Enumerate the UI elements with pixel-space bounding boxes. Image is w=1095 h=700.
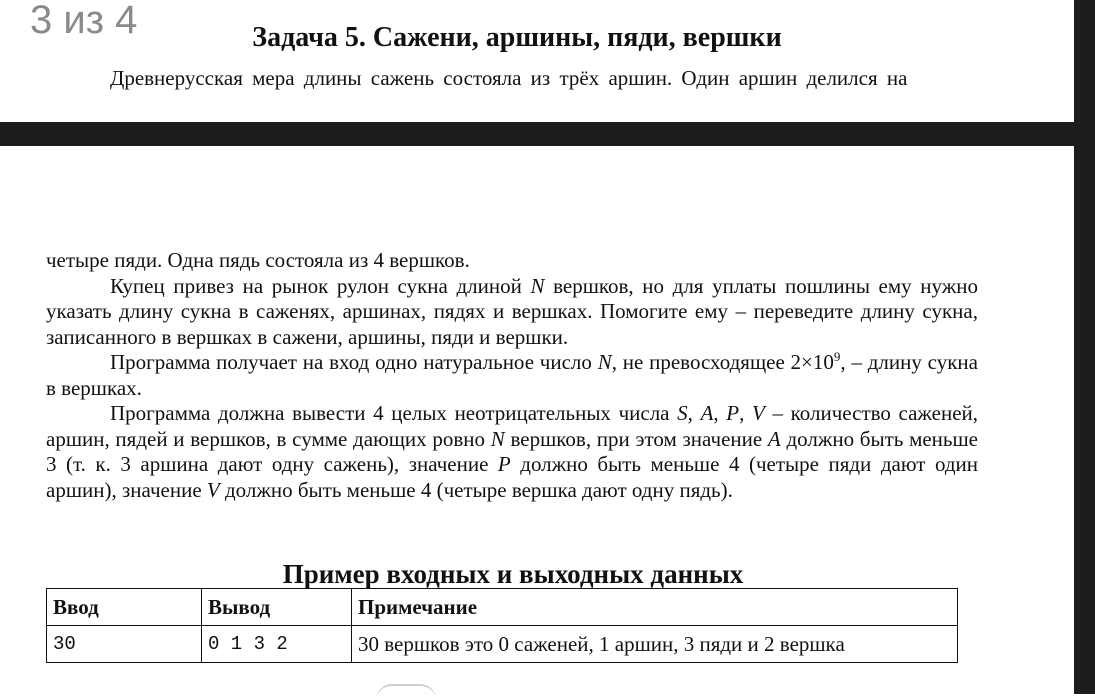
page-counter: 3 из 4: [30, 0, 138, 42]
table-header-row: [47, 589, 958, 626]
cropped-mark: [376, 684, 436, 700]
header-output: Вывод: [202, 589, 352, 626]
paragraph-input: Программа получает на вход одно натуральное число N, не превосходящее $2\times 10^9$, – длину сукна в вершках.: [46, 349, 978, 400]
page-gap-band: [0, 122, 1074, 146]
paragraph-intro-continued: четыре пяди. Одна пядь состояла из 4 вершков.: [46, 248, 470, 272]
task-body: [46, 248, 978, 503]
paragraph-intro-line: Древнерусская мера длины сажень состояла из трёх аршин. Один аршин делился на: [110, 66, 908, 90]
table-row: [47, 626, 958, 663]
page-top-fragment: [0, 0, 1074, 122]
paragraph-merchant: Купец привез на рынок рулон сукна длиной N вершков, но для уплаты пошлины ему нужно указать длину сукна в саженях, аршинах, пядях и вершках. Помогите ему – переведите длину сукна, записанного в вершках в сажени, аршины, пяди и вершки.: [46, 273, 978, 349]
header-note: Примечание: [352, 589, 958, 626]
cell-input: 30: [47, 626, 202, 663]
header-input: Ввод: [47, 589, 202, 626]
task-title: Задача 5. Сажени, аршины, пяди, вершки: [252, 22, 782, 53]
example-table: [46, 588, 958, 663]
cell-output: 0 1 3 2: [202, 626, 352, 663]
cell-note: 30 вершков это 0 саженей, 1 аршин, 3 пяди и 2 вершка: [352, 626, 958, 663]
paragraph-output: Программа должна вывести 4 целых неотрицательных числа S, A, P, V – количество саженей, аршин, пядей и вершков, в сумме дающих ровно N вершков, при этом значение A должно быть меньше 3 (т. к. 3 аршина дают одну сажень), значение P должно быть меньше 4 (четыре пяди дают один аршин), значение V должно быть меньше 4 (четыре вершка дают одну пядь).: [46, 401, 979, 502]
example-heading: Пример входных и выходных данных: [282, 559, 744, 589]
viewer-right-edge: [1074, 0, 1095, 694]
